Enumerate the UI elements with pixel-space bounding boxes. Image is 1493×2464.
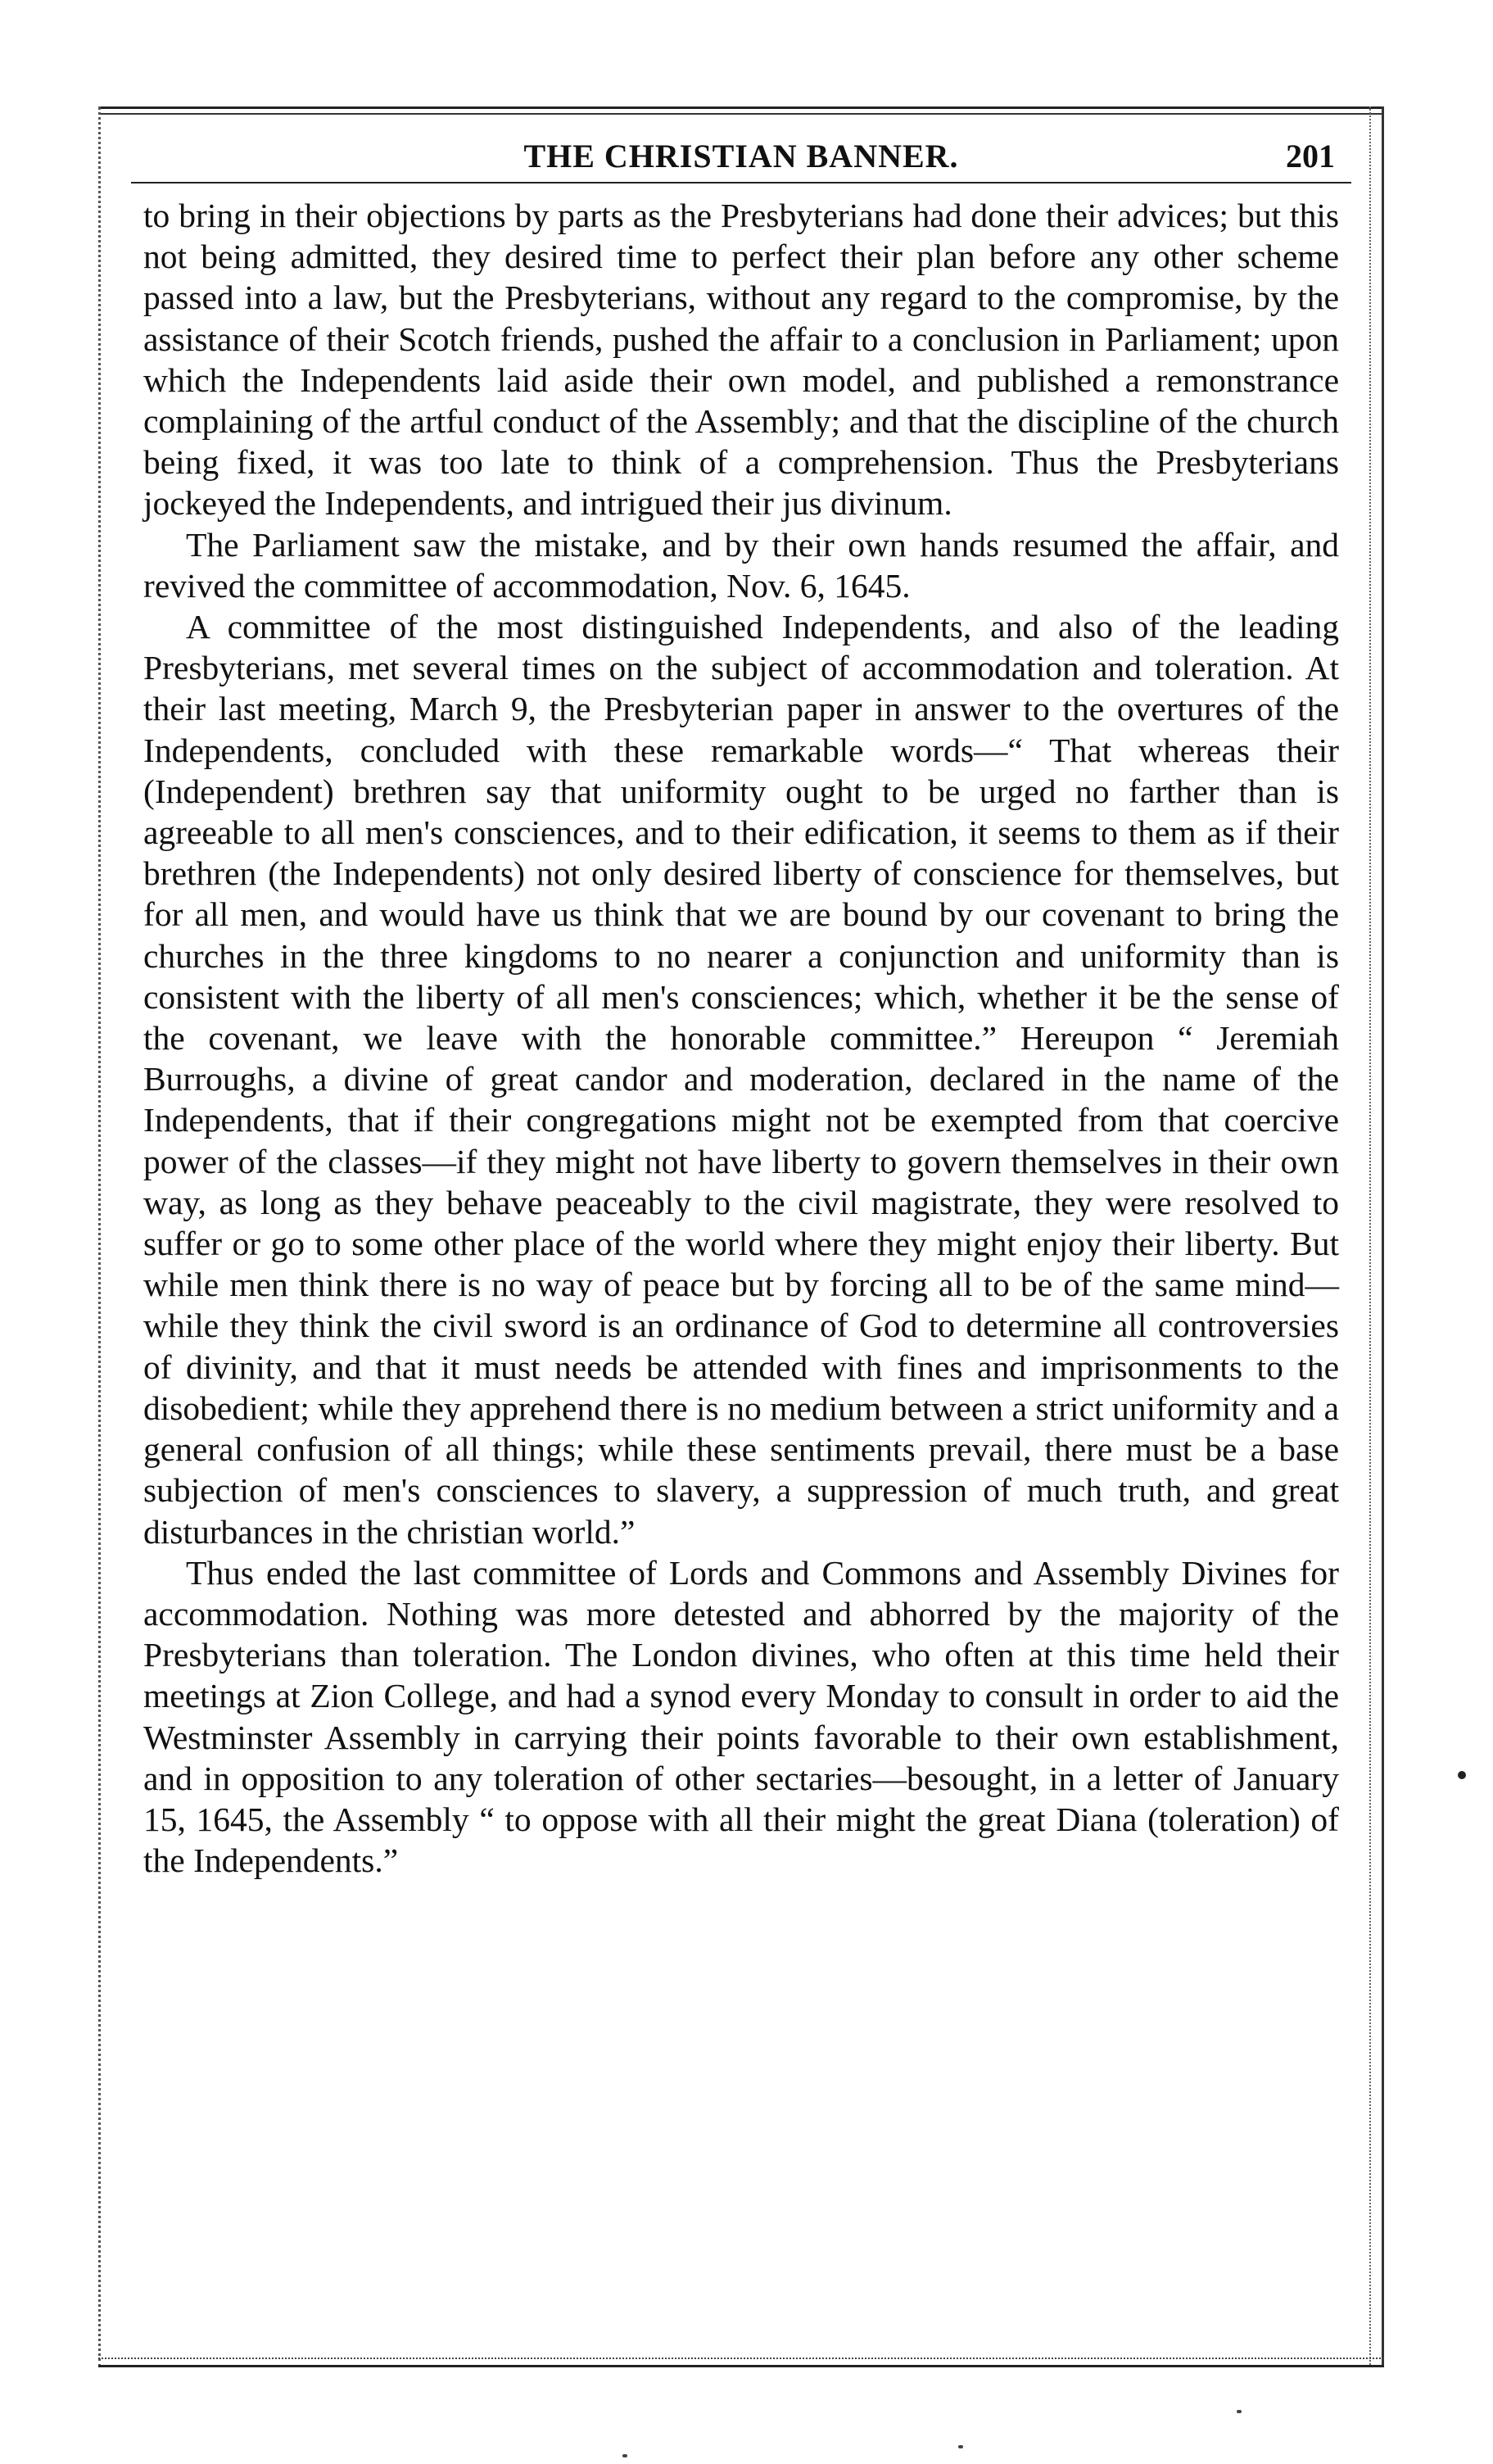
right-border (1382, 106, 1384, 2367)
page-number: 201 (1286, 138, 1335, 174)
paragraph-4: Thus ended the last committee of Lords and Commons and Assembly Divines for accommodation. Nothing was more detested and abhorred by the majority of the Presbyterians than toleration. The London divines, who often at this time held their meetings at Zion College, and had a synod every Monday to consult in order to aid the Westminster Assembly in carrying their points favorable to their own establishment, and in opposition to any toleration of other sectaries—besought, in a letter of January 15, 1645, the Assembly “ to oppose with all their might the great Diana (toleration) of the Independents.” (143, 1553, 1339, 1880)
paragraph-1: to bring in their objections by parts as the Presbyterians had done their advices; but this not being admitted, they desired time to perfect their plan before any other scheme passed into a law, but the Presbyterians, without any regard to the compromise, by the assistance of their Scotch friends, pushed the affair to a conclusion in Parliament; upon which the Independents laid aside their own model, and published a remonstrance complaining of the artful conduct of the Assembly; and that the discipline of the church being fixed, it was too late to think of a comprehension. Thus the Presbyterians jockeyed the Independents, and intrigued their jus divinum. (143, 197, 1339, 523)
margin-dot (1458, 1771, 1466, 1779)
running-head (131, 125, 1351, 183)
right-border-inner (1369, 106, 1371, 2367)
running-title: THE CHRISTIAN BANNER. (523, 138, 959, 174)
scan-speck (622, 2454, 627, 2457)
paragraph-2: The Parliament saw the mistake, and by their own hands resumed the affair, and revived the committee of accommodation, Nov. 6, 1645. (143, 525, 1339, 605)
left-border (98, 106, 101, 2367)
article-body (143, 195, 1339, 1881)
bottom-rule-inner (98, 2358, 1384, 2359)
bottom-rule (98, 2365, 1384, 2367)
top-rule (98, 106, 1384, 109)
scan-speck (1237, 2410, 1242, 2413)
top-rule-inner (98, 113, 1384, 115)
page-frame (98, 106, 1384, 2384)
paragraph-3: A committee of the most distinguished Independents, and also of the leading Presbyterians, met several times on the subject of accommodation and toleration. At their last meeting, March 9, the Presbyterian paper in answer to the overtures of the Independents, concluded with these remarkable words—“ That whereas their (Independent) brethren say that uniformity ought to be urged no farther than is agreeable to all men's consciences, and to their edification, it seems to them as if their brethren (the Independents) not only desired liberty of conscience for themselves, but for all men, and would have us think that we are bound by our covenant to bring the churches in the three kingdoms to no nearer a conjunction and uniformity than is consistent with the liberty of all men's consciences; which, whether it be the sense of the covenant, we leave with the honorable committee.” Hereupon “ Jeremiah Burroughs, a divine of great candor and moderation, declared in the name of the Independents, that if their congregations might not be exempted from that coercive power of the classes—if they might not have liberty to govern themselves in their own way, as long as they behave peaceably to the civil magistrate, they were resolved to suffer or go to some other place of the world where they might enjoy their liberty. But while men think there is no way of peace but by forcing all to be of the same mind—while they think the civil sword is an ordinance of God to determine all controversies of divinity, and that it must needs be attended with fines and imprisonments to the disobedient; while they apprehend there is no medium between a strict uniformity and a general confusion of all things; while these sentiments prevail, there must be a base subjection of men's consciences to slavery, a suppression of much truth, and great disturbances in the christian world.” (143, 608, 1339, 1551)
scan-speck (958, 2445, 963, 2448)
